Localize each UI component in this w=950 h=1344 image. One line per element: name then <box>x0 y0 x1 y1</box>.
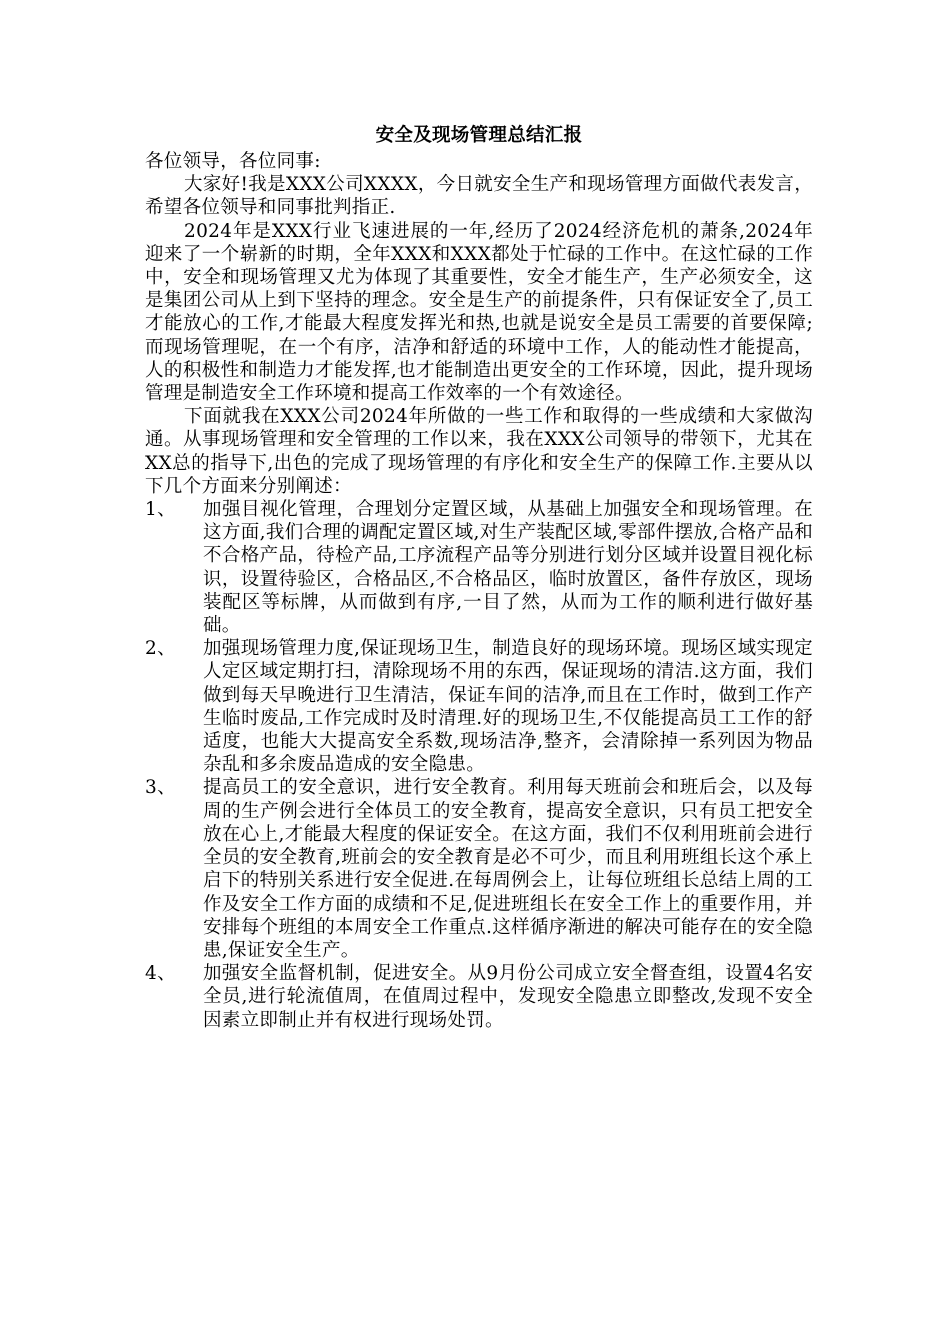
list-item-text: 加强安全监督机制，促进安全。从9月份公司成立安全督查组，设置4名安全员,进行轮流值周，在值周过程中，发现安全隐患立即整改,发现不安全因素立即制止并有权进行现场处罚。 <box>203 963 813 1031</box>
list-item <box>145 776 813 962</box>
list-item <box>145 962 813 1032</box>
document-page <box>145 122 813 1032</box>
list-item <box>145 637 813 776</box>
list-item-number: 3、 <box>145 777 176 799</box>
document-title: 安全及现场管理总结汇报 <box>375 125 583 146</box>
list-item-number: 1、 <box>145 499 176 521</box>
numbered-list <box>145 498 813 1032</box>
list-item-number: 2、 <box>145 638 176 660</box>
list-item-text: 提高员工的安全意识，进行安全教育。利用每天班前会和班后会，以及每周的生产例会进行全体员工的安全教育，提高安全意识，只有员工把安全放在心上,才能最大程度的保证安全。在这方面，我们不仅利用班前会进行全员的安全教育,班前会的安全教育是必不可少，而且利用班组长这个承上启下的特别关系进行安全促进.在每周例会上，让每位班组长总结上周的工作及安全工作方面的成绩和不足,促进班组长在安全工作上的重要作用，并安排每个班组的本周安全工作重点.这样循序渐进的解决可能存在的安全隐患,保证安全生产。 <box>203 777 813 961</box>
list-item <box>145 498 813 637</box>
salutation: 各位领导，各位同事: <box>145 151 321 172</box>
list-item-text: 加强现场管理力度,保证现场卫生，制造良好的现场环境。现场区域实现定人定区域定期打扫，清除现场不用的东西，保证现场的清洁.这方面，我们做到每天早晚进行卫生清洁，保证车间的洁净,而且在工作时，做到工作产生临时废品,工作完成时及时清理.好的现场卫生,不仅能提高员工工作的舒适度，也能大大提高安全系数,现场洁净,整齐，会清除掉一系列因为物品杂乱和多余废品造成的安全隐患。 <box>203 638 813 776</box>
paragraph-greeting: 大家好!我是XXX公司XXXX，今日就安全生产和现场管理方面做代表发言，希望各位领导和同事批判指正. <box>145 174 813 219</box>
list-item-text: 加强目视化管理，合理划分定置区域，从基础上加强安全和现场管理。在这方面,我们合理的调配定置区域,对生产装配区域,零部件摆放,合格产品和不合格产品，待检产品,工序流程产品等分别进行划分区域并设置目视化标识，设置待验区，合格品区,不合格品区，临时放置区，备件存放区，现场装配区等标牌，从而做到有序,一目了然，从而为工作的顺利进行做好基础。 <box>203 499 813 637</box>
paragraph-introduction: 下面就我在XXX公司2024年所做的一些工作和取得的一些成绩和大家做沟通。从事现场管理和安全管理的工作以来，我在XXX公司领导的带领下，尤其在XX总的指导下,出色的完成了现场管理的有序化和安全生产的保障工作.主要从以下几个方面来分别阐述： <box>145 406 813 497</box>
list-item-number: 4、 <box>145 963 176 985</box>
paragraph-overview: 2024年是XXX行业飞速进展的一年,经历了2024经济危机的萧条,2024年迎来了一个崭新的时期，全年XXX和XXX都处于忙碌的工作中。在这忙碌的工作中，安全和现场管理又尤为体现了其重要性，安全才能生产，生产必须安全，这是集团公司从上到下坚持的理念。安全是生产的前提条件，只有保证安全了,员工才能放心的工作,才能最大程度发挥光和热,也就是说安全是员工需要的首要保障;而现场管理呢，在一个有序，洁净和舒适的环境中工作，人的能动性才能提高，人的积极性和制造力才能发挥,也才能制造出更安全的工作环境，因此，提升现场管理是制造安全工作环境和提高工作效率的一个有效途径。 <box>145 220 813 405</box>
